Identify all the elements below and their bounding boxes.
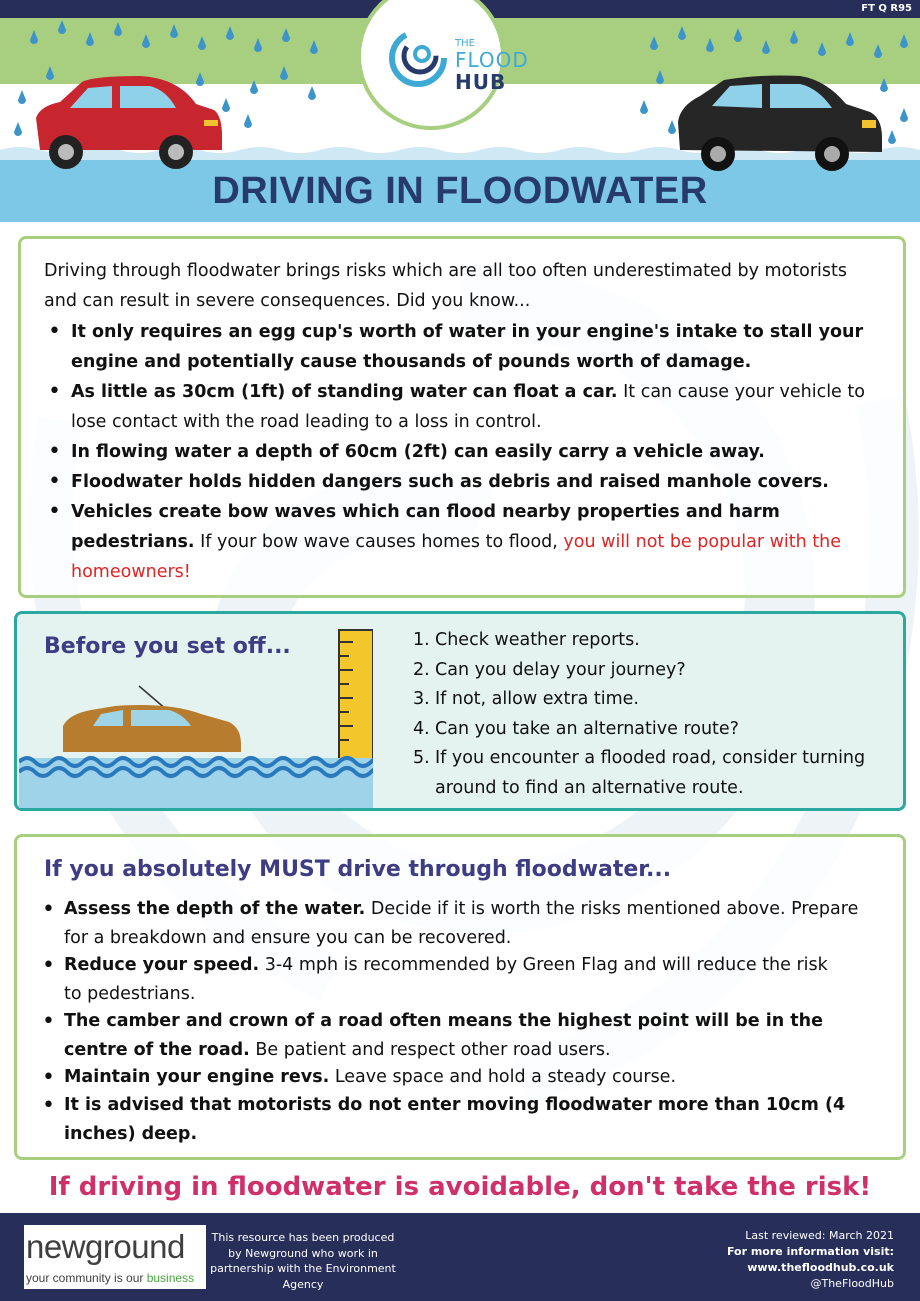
bullet-dot: • (48, 319, 61, 344)
step-5-text: If you encounter a flooded road, consider turning around to find an alternative route. (435, 748, 866, 798)
logo-the: THE (455, 38, 475, 49)
intro-bullet-1 (71, 317, 871, 377)
bullet-dot: • (48, 439, 61, 464)
bullet-dot: • (42, 1065, 55, 1090)
must-bullet-4-bold: Maintain your engine revs. (64, 1067, 330, 1087)
intro-bullet-4 (71, 467, 881, 497)
step-1-text: Check weather reports. (435, 630, 640, 650)
logo-flood: FLOOD (455, 48, 529, 72)
intro-bullet-2-text: It can cause your vehicle to lose contact with the road leading to a loss in control. (71, 382, 865, 432)
bullet-dot: • (48, 469, 61, 494)
website-link[interactable]: www.thefloodhub.co.uk (747, 1261, 894, 1274)
bullet-dot: • (48, 379, 61, 404)
must-bullet-3-bold: The camber and crown of a road often means the highest point will be in the centre of the road. (64, 1011, 823, 1060)
must-bullet-3-text: Be patient and respect other road users. (249, 1039, 611, 1060)
intro-box (18, 236, 906, 598)
bullet-dot: • (42, 1009, 55, 1034)
must-bullet-1-text: Decide if it is worth the risks mentioned above. Prepare for a breakdown and ensure you can be recovered. (64, 899, 859, 948)
step-4-text: Can you take an alternative route? (435, 718, 739, 739)
must-drive-box (14, 834, 906, 1160)
must-heading: If you absolutely MUST drive through floodwater... (44, 857, 672, 882)
intro-bullet-5-text: If your bow wave causes homes to flood, (194, 532, 564, 552)
bullet-dot: • (42, 1093, 55, 1118)
must-bullet-5 (64, 1091, 864, 1148)
must-bullet-2-text: 3-4 mph is recommended by Green Flag and will reduce the risk to pedestrians. (64, 955, 828, 1004)
must-bullet-4 (64, 1063, 874, 1092)
bullet-dot: • (48, 499, 61, 524)
more-info-label: For more information visit: (726, 1245, 894, 1258)
intro-bullet-4-bold: Floodwater holds hidden dangers such as debris and raised manhole covers. (71, 472, 829, 492)
flooded-car-illustration (19, 622, 373, 808)
intro-bullet-2-bold: As little as 30cm (1ft) of standing water can float a car. (71, 382, 618, 402)
bullet-dot: • (42, 953, 55, 978)
before-box (14, 611, 906, 811)
step-item: 1. Check weather reports. (413, 630, 640, 650)
produced-by-text: This resource has been produced by Newground who work in partnership with the Environment Agency (210, 1231, 396, 1291)
newground-tagline-start: your community is our (26, 1271, 147, 1285)
before-heading: Before you set off... (44, 634, 291, 659)
step-item: 3. If not, allow extra time. (413, 689, 639, 709)
step-item: 2. Can you delay your journey? (413, 659, 686, 680)
step-2-text: Can you delay your journey? (435, 659, 686, 680)
intro-paragraph: Driving through floodwater brings risks which are all too often underestimated by motorists and can result in severe consequences. Did you know... (44, 261, 847, 311)
intro-bullet-3 (71, 437, 881, 467)
last-reviewed: Last reviewed: March 2021 (745, 1229, 894, 1242)
must-bullet-2-bold: Reduce your speed. (64, 955, 260, 975)
must-bullet-1 (64, 895, 864, 952)
must-bullet-1-bold: Assess the depth of the water. (64, 899, 366, 919)
step-item: 4. Can you take an alternative route? (413, 718, 739, 739)
bullet-dot: • (42, 897, 55, 922)
logo-hub: HUB (455, 70, 507, 94)
step-3-text: If not, allow extra time. (435, 689, 639, 709)
footer-info (694, 1228, 894, 1292)
footer-slogan: If driving in floodwater is avoidable, don't take the risk! (48, 1172, 872, 1202)
newground-wordmark: newground (26, 1228, 185, 1265)
intro-bullet-2 (71, 377, 881, 437)
newground-tagline-end: business (146, 1271, 195, 1285)
intro-bullet-5-red: you will not be popular with the homeowners! (71, 532, 842, 582)
must-bullet-5-bold: It is advised that motorists do not enter moving floodwater more than 10cm (4 inches) deep. (64, 1095, 846, 1144)
intro-bullet-1-bold: It only requires an egg cup's worth of water in your engine's intake to stall your engine and potentially cause thousands of pounds worth of damage. (71, 322, 864, 372)
must-bullet-4-text: Leave space and hold a steady course. (329, 1067, 677, 1087)
intro-bullet-5-bold: Vehicles create bow waves which can flood nearby properties and harm pedestrians. (71, 502, 780, 552)
social-handle[interactable]: @TheFloodHub (810, 1277, 894, 1290)
intro-bullet-3-bold: In flowing water a depth of 60cm (2ft) can easily carry a vehicle away. (71, 442, 765, 462)
page-title: DRIVING IN FLOODWATER (212, 170, 708, 212)
newground-tagline (26, 1271, 194, 1285)
intro-bullet-5 (71, 497, 851, 587)
before-steps-list (413, 626, 883, 803)
must-bullet-3 (64, 1007, 874, 1064)
document-code: FT Q R95 (861, 3, 912, 14)
must-bullet-2 (64, 951, 844, 1008)
step-item: 5. If you encounter a flooded road, consider turning around to find an alternative route. (413, 748, 866, 798)
flood-hub-logo-icon (388, 28, 448, 88)
